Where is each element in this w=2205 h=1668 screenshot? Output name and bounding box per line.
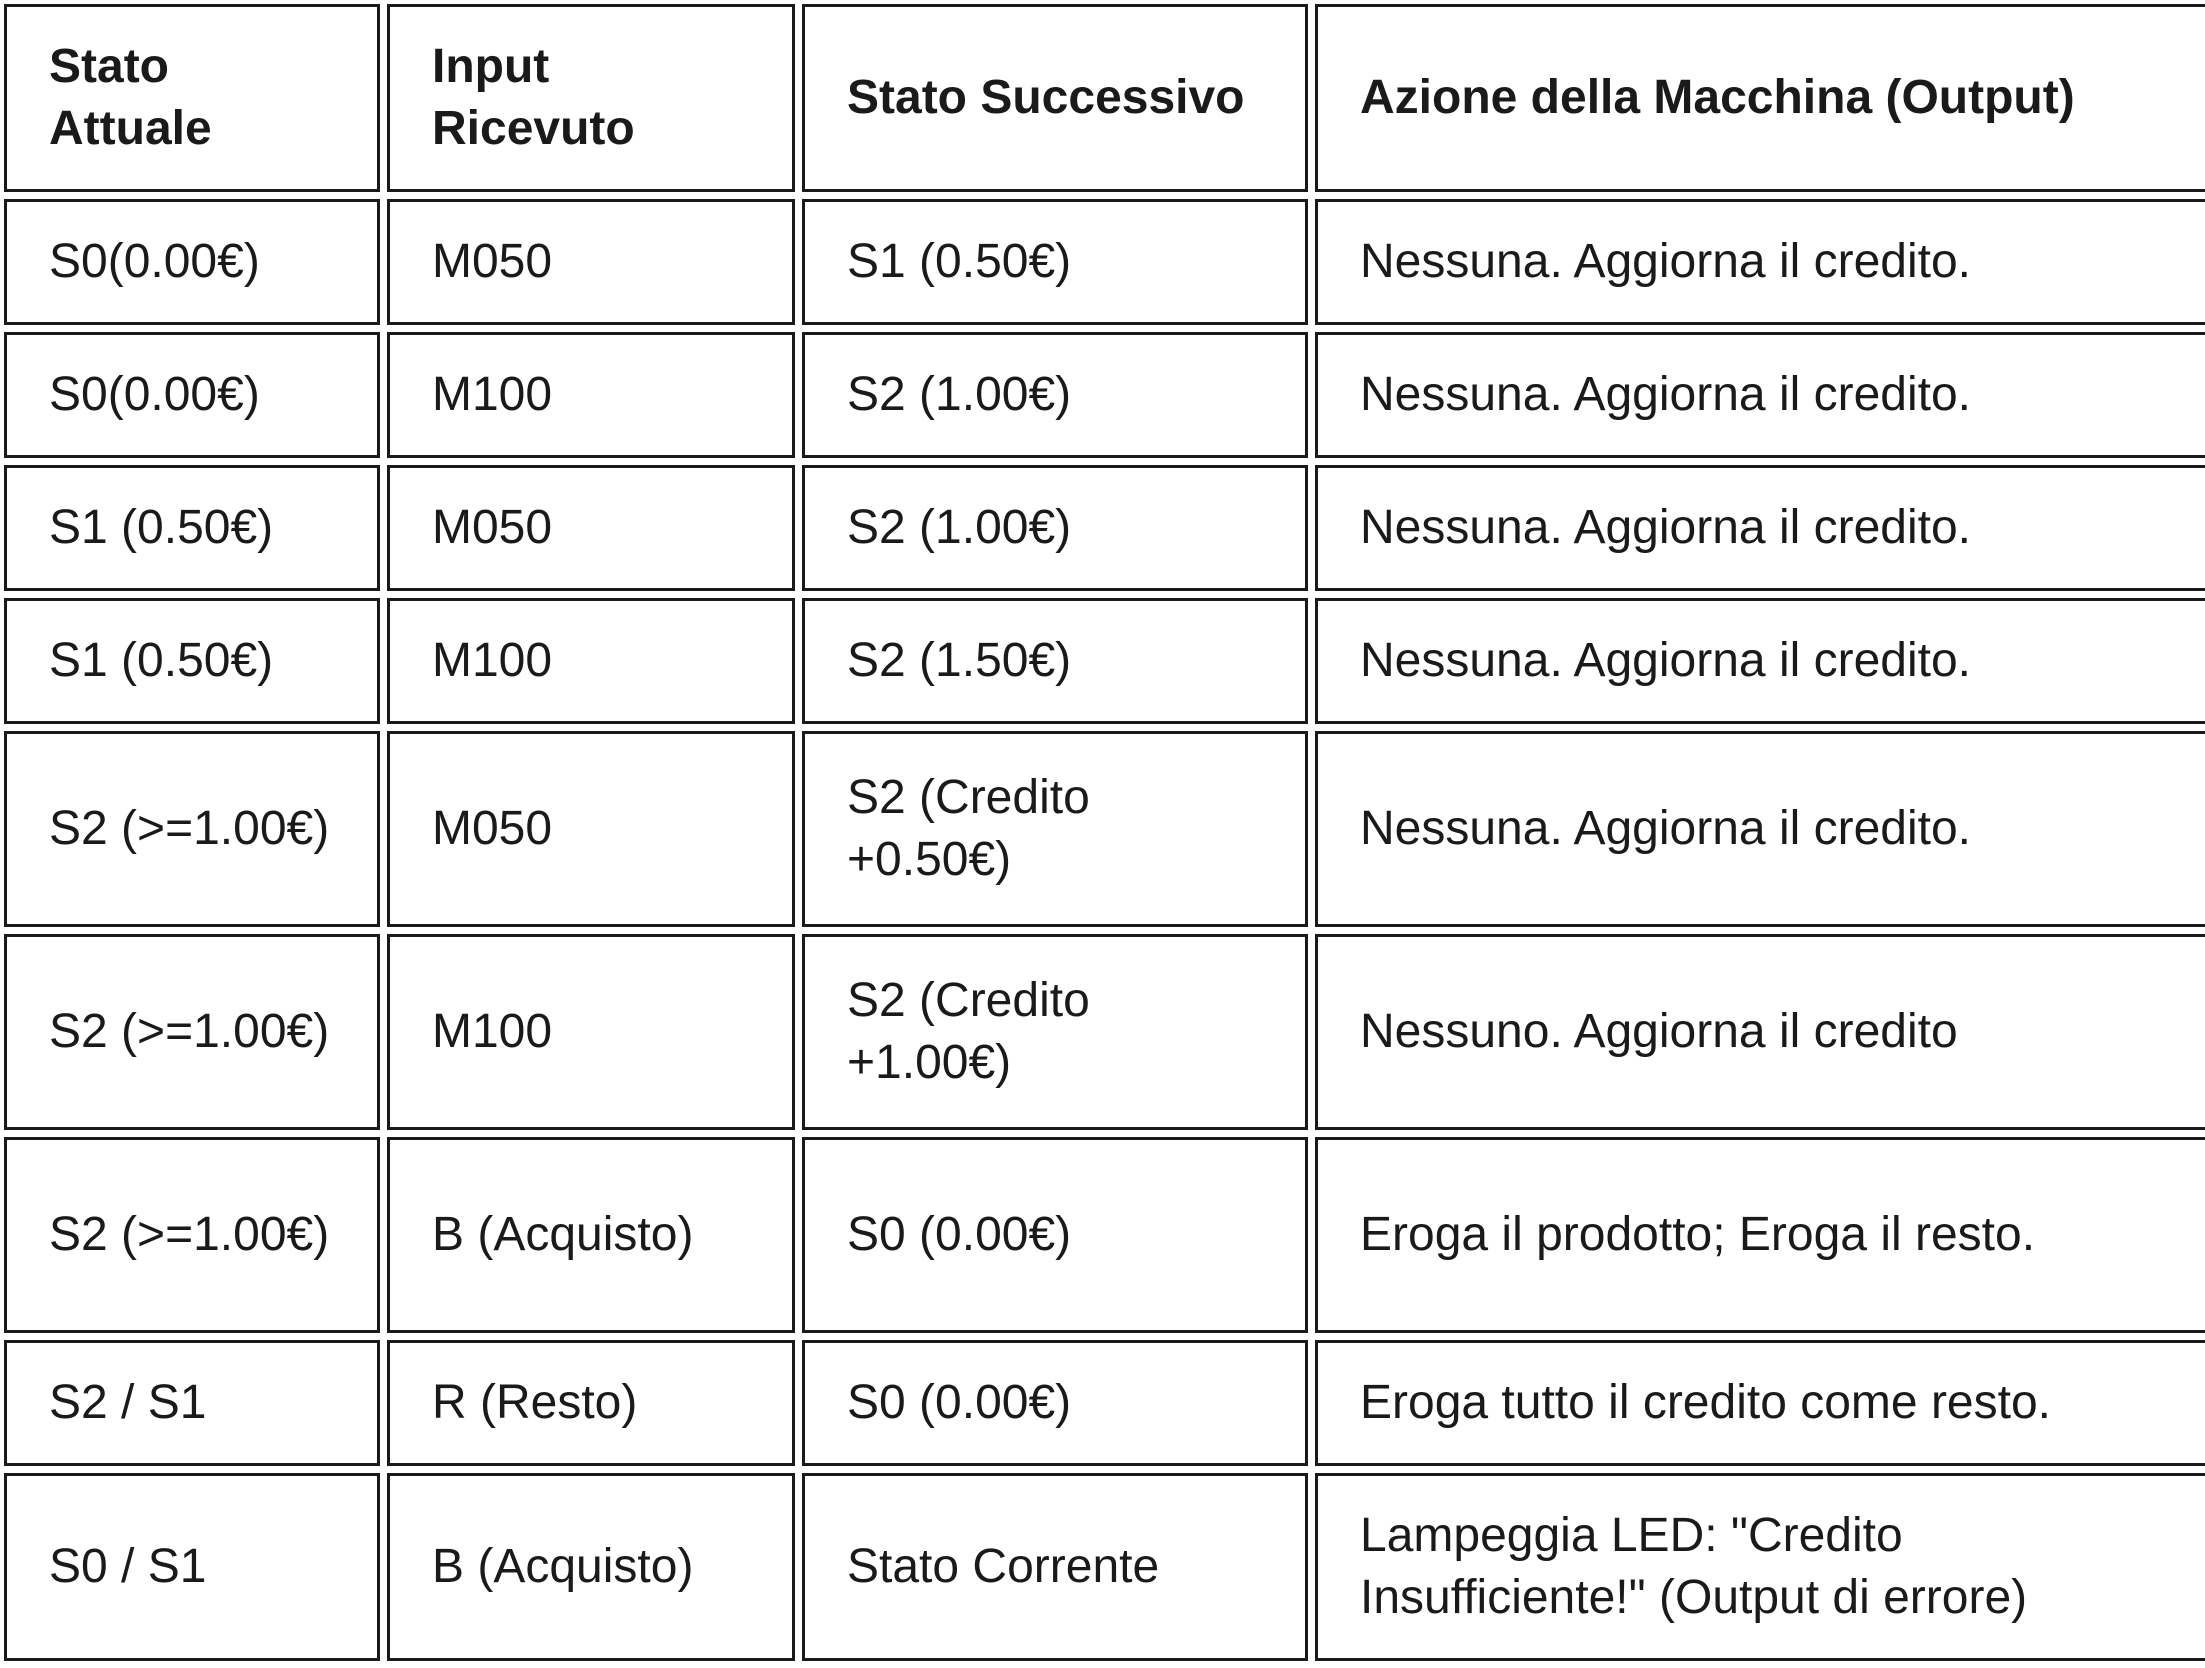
cell-next-state: S2 (1.00€) [802,332,1308,458]
cell-output-action: Eroga il prodotto; Eroga il resto. [1315,1137,2205,1333]
cell-current-state: S2 (>=1.00€) [4,1137,380,1333]
cell-current-state: S0 / S1 [4,1473,380,1661]
cell-next-state: S2 (Credito +0.50€) [802,731,1308,927]
table-row [4,934,2205,1130]
cell-input: M100 [387,598,795,724]
cell-next-state: S2 (1.50€) [802,598,1308,724]
table-row [4,1137,2205,1333]
cell-input: B (Acquisto) [387,1137,795,1333]
table-row [4,332,2205,458]
header-input: Input Ricevuto [387,4,795,192]
cell-current-state: S2 (>=1.00€) [4,934,380,1130]
cell-output-action: Nessuno. Aggiorna il credito [1315,934,2205,1130]
cell-output-action: Eroga tutto il credito come resto. [1315,1340,2205,1466]
header-output-action: Azione della Macchina (Output) [1315,4,2205,192]
cell-input: M050 [387,199,795,325]
cell-next-state: Stato Corrente [802,1473,1308,1661]
cell-input: B (Acquisto) [387,1473,795,1661]
cell-input: R (Resto) [387,1340,795,1466]
cell-current-state: S2 (>=1.00€) [4,731,380,927]
header-current-state: Stato Attuale [4,4,380,192]
cell-input: M050 [387,731,795,927]
cell-next-state: S0 (0.00€) [802,1137,1308,1333]
cell-next-state: S0 (0.00€) [802,1340,1308,1466]
cell-output-action: Lampeggia LED: "Credito Insufficiente!" (Output di errore) [1315,1473,2205,1661]
cell-input: M050 [387,465,795,591]
cell-output-action: Nessuna. Aggiorna il credito. [1315,731,2205,927]
cell-output-action: Nessuna. Aggiorna il credito. [1315,199,2205,325]
table-row [4,1340,2205,1466]
cell-output-action: Nessuna. Aggiorna il credito. [1315,465,2205,591]
cell-input: M100 [387,332,795,458]
table-row [4,199,2205,325]
cell-output-action: Nessuna. Aggiorna il credito. [1315,598,2205,724]
header-row [4,4,2205,192]
table-row [4,1473,2205,1661]
cell-current-state: S0(0.00€) [4,199,380,325]
cell-input: M100 [387,934,795,1130]
cell-current-state: S0(0.00€) [4,332,380,458]
cell-next-state: S2 (Credito +1.00€) [802,934,1308,1130]
cell-next-state: S2 (1.00€) [802,465,1308,591]
cell-current-state: S1 (0.50€) [4,465,380,591]
cell-output-action: Nessuna. Aggiorna il credito. [1315,332,2205,458]
cell-current-state: S1 (0.50€) [4,598,380,724]
cell-current-state: S2 / S1 [4,1340,380,1466]
cell-next-state: S1 (0.50€) [802,199,1308,325]
table-row [4,598,2205,724]
header-next-state: Stato Successivo [802,4,1308,192]
table-row [4,731,2205,927]
table-row [4,465,2205,591]
